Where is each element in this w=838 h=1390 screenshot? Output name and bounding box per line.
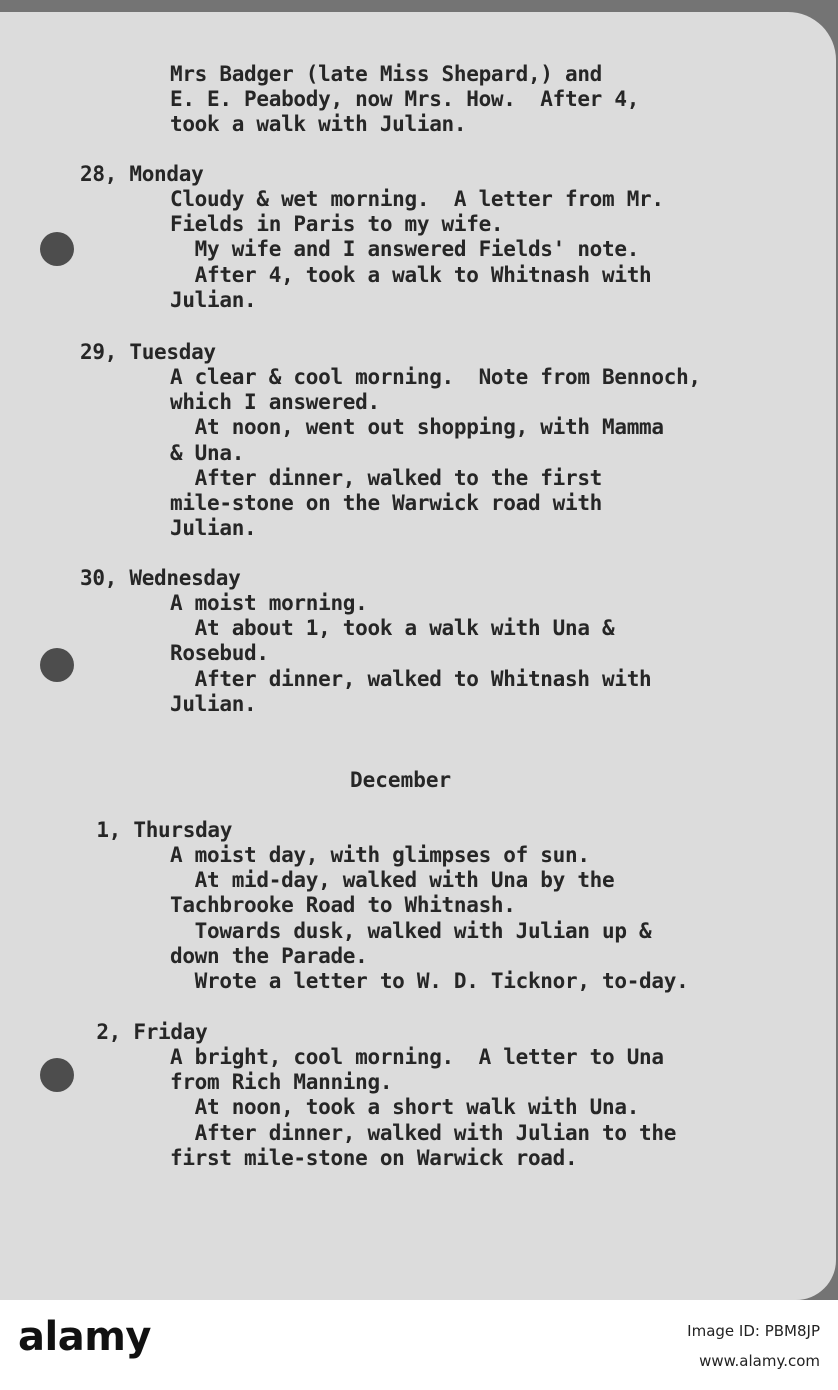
entry-body-29: A clear & cool morning. Note from Bennoch, which I answered. At noon, went out shopping, with Mamma & Una. After dinner, walked to the first mile-stone on the Warwick road with Julian. — [170, 365, 701, 541]
binder-hole — [40, 648, 74, 682]
month-heading: December — [350, 768, 452, 792]
entry-body-1: A moist day, with glimpses of sun. At mid-day, walked with Una by the Tachbrooke Road to Whitnash. Towards dusk, walked with Julian up & down the Parade. Wrote a letter to W. D. Ticknor, to-day. — [170, 843, 689, 994]
entry-heading-2: 2, Friday — [84, 1020, 208, 1044]
entry-heading-30: 30, Wednesday — [80, 566, 241, 590]
image-id-label: Image ID: PBM8JP — [687, 1322, 820, 1340]
binder-hole — [40, 232, 74, 266]
entry-heading-28: 28, Monday — [80, 162, 204, 186]
site-url-label: www.alamy.com — [699, 1352, 820, 1370]
entry-heading-29: 29, Tuesday — [80, 340, 216, 364]
entry-heading-1: 1, Thursday — [84, 818, 233, 842]
binder-hole — [40, 1058, 74, 1092]
entry-body-2: A bright, cool morning. A letter to Una from Rich Manning. At noon, took a short walk with Una. After dinner, walked with Julian to the first mile-stone on Warwick road. — [170, 1045, 677, 1170]
entry-body-28: Cloudy & wet morning. A letter from Mr. Fields in Paris to my wife. My wife and I answered Fields' note. After 4, took a walk to Whitnash with Julian. — [170, 187, 664, 312]
entry-body-30: A moist morning. At about 1, took a walk with Una & Rosebud. After dinner, walked to Whitnash with Julian. — [170, 591, 652, 716]
brand-logo: alamy — [18, 1314, 151, 1360]
intro-text: Mrs Badger (late Miss Shepard,) and E. E. Peabody, now Mrs. How. After 4, took a walk with Julian. — [170, 62, 640, 137]
